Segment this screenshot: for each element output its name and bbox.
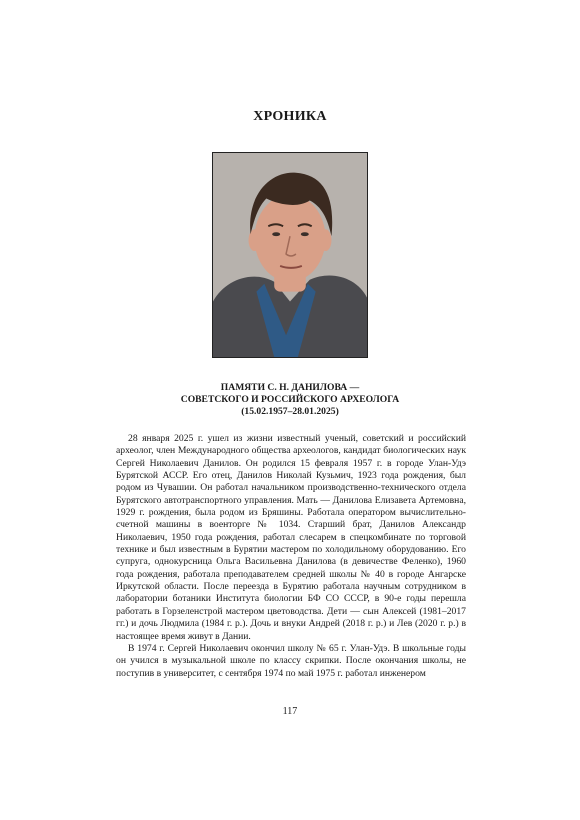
heading-line-2: СОВЕТСКОГО И РОССИЙСКОГО АРХЕОЛОГА (180, 394, 400, 405)
right-eye (301, 232, 309, 236)
page-number: 117 (282, 706, 298, 717)
article-body (116, 433, 466, 680)
heading-line-1: ПАМЯТИ С. Н. ДАНИЛОВА — (220, 382, 360, 393)
section-title: ХРОНИКА (253, 109, 327, 124)
heading-dates: (15.02.1957–28.01.2025) (241, 406, 339, 417)
left-eye (272, 232, 280, 236)
article-heading (0, 382, 580, 418)
paragraph-1: 28 января 2025 г. ушел из жизни известный ученый, советский и российский археолог, член Международного общества археологов, кандидат биологических наук Сергей Николаевич Данилов. Он родился 15 февраля 1957 г. в городе Улан-Удэ Бурятской АССР. Его отец, Данилов Николай Кузьмич, 1923 года рождения, был родом из Чувашии. Он работал начальником производственно-технического отдела Бурятского автотранспортного управления. Мать — Данилова Елизавета Артемовна, 1929 г. рождения, была родом из Бряшины. Работала оператором вычислительно-счетной машины в военторге № 1034. Старший брат, Данилов Александр Николаевич, 1950 года рождения, работал слесарем в спецкомбинате по торговой технике и был известным в Бурятии мастером по холодильному оборудованию. Его супруга, однокурсница Ольга Васильевна Данилова (в девичестве Феленко), 1960 года рождения, работала преподавателем средней школы № 40 в городе Ангарске Иркутской области. После переезда в Бурятию работала научным сотрудником в лаборатории ботаники Института биологии БФ СО СССР, в 90-е годы перешла работать в Горзеленстрой мастером цветоводства. Дети — сын Алексей (1981–2017 гг.) и дочь Людмила (1984 г. р.). Дочь и внуки Андрей (2018 г. р.) и Лев (2020 г. р.) в настоящее время живут в Дании. (116, 433, 466, 642)
paragraph-2: В 1974 г. Сергей Николаевич окончил школу № 65 г. Улан-Удэ. В школьные годы он учился в музыкальной школе по классу скрипки. После окончания школы, не поступив в университет, с сентября 1974 по май 1975 г. работал инженером (116, 642, 466, 679)
right-ear (320, 229, 332, 251)
portrait-photo (212, 152, 368, 358)
left-ear (249, 229, 261, 251)
